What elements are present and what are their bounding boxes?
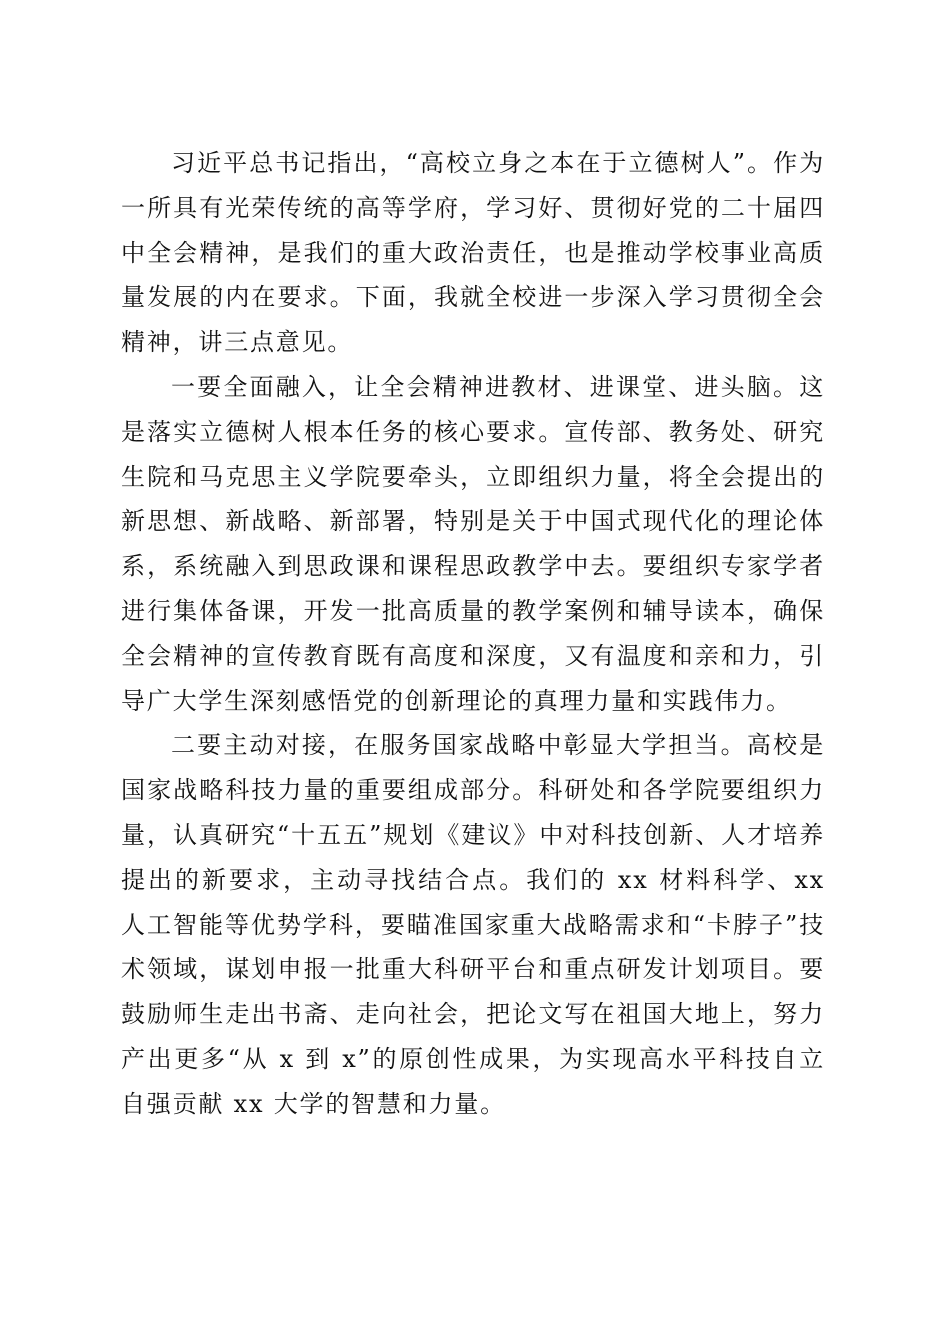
document-body [121, 141, 825, 1127]
paragraph-intro: 习近平总书记指出，“高校立身之本在于立德树人”。作为一所具有光荣传统的高等学府，学习好、贯彻好党的二十届四中全会精神，是我们的重大政治责任，也是推动学校事业高质量发展的内在要求。下面，我就全校进一步深入学习贯彻全会精神，讲三点意见。 [121, 149, 825, 357]
paragraph-point-one: 一要全面融入，让全会精神进教材、进课堂、进头脑。这是落实立德树人根本任务的核心要求。宣传部、教务处、研究生院和马克思主义学院要牵头，立即组织力量，将全会提出的新思想、新战略、新部署，特别是关于中国式现代化的理论体系，系统融入到思政课和课程思政教学中去。要组织专家学者进行集体备课，开发一批高质量的教学案例和辅导读本，确保全会精神的宣传教育既有高度和深度，又有温度和亲和力，引导广大学生深刻感悟党的创新理论的真理力量和实践伟力。 [121, 372, 825, 715]
paragraph-point-two: 二要主动对接，在服务国家战略中彰显大学担当。高校是国家战略科技力量的重要组成部分。科研处和各学院要组织力量，认真研究“十五五”规划《建议》中对科技创新、人才培养提出的新要求，主动寻找结合点。我们的 xx 材料科学、xx 人工智能等优势学科，要瞄准国家重大战略需求和“卡脖子”技术领域，谋划申报一批重大科研平台和重点研发计划项目。要鼓励师生走出书斋、走向社会，把论文写在祖国大地上，努力产出更多“从 x 到 x”的原创性成果，为实现高水平科技自立自强贡献 xx 大学的智慧和力量。 [121, 731, 825, 1118]
